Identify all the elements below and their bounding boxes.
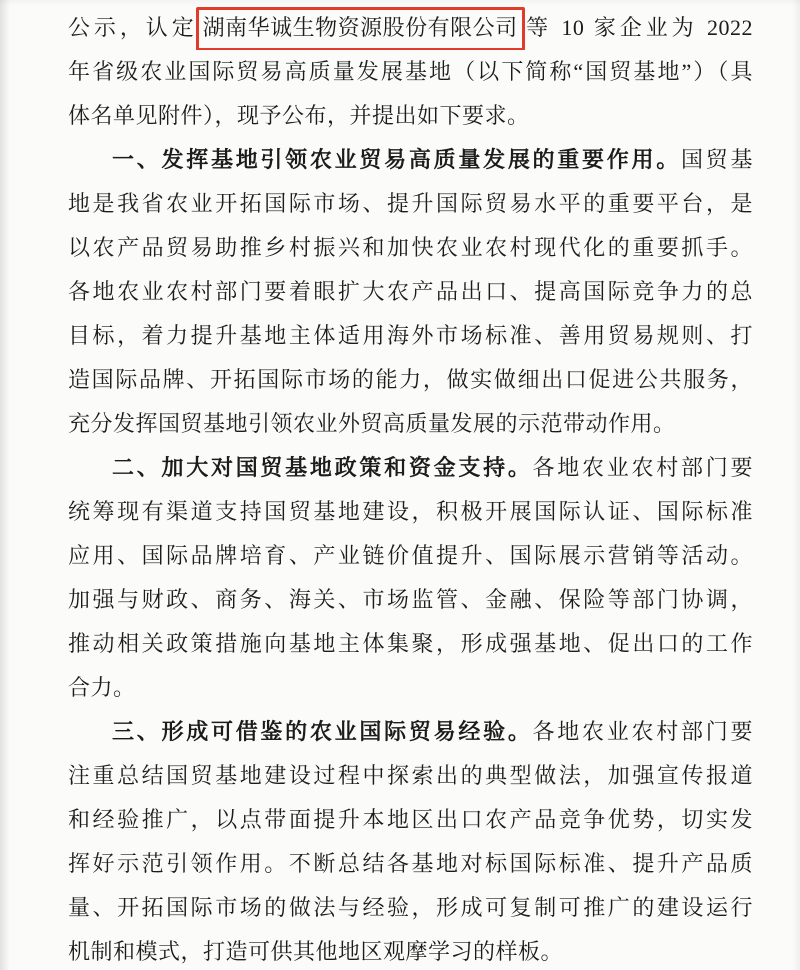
section2-line3-text: 应用、国际品牌培育、产业链价值提升、国际展示营销等活动。 bbox=[68, 543, 753, 568]
section3-line6-text: 机制和模式，打造可供其他地区观摩学习的样板。 bbox=[68, 939, 564, 964]
text-line-intro-3 bbox=[68, 94, 753, 138]
text-line-section3-2 bbox=[68, 754, 753, 798]
section1-line7-text: 充分发挥国贸基地引领农业外贸高质量发展的示范带动作用。 bbox=[68, 411, 676, 436]
intro-line1-post: 等 10 家企业为 2022 bbox=[522, 15, 753, 40]
section1-line4-text: 各地农业农村部门要着眼扩大农产品出口、提高国际竞争力的总 bbox=[68, 279, 753, 304]
section3-line4-text: 挥好示范引领作用。不断总结各基地对标国际标准、提升产品质 bbox=[68, 851, 753, 876]
intro-line3-text: 体名单见附件），现予公布，并提出如下要求。 bbox=[68, 103, 530, 128]
intro-line1-pre: 公示，认定 bbox=[68, 15, 198, 40]
text-line-section3-heading bbox=[68, 710, 753, 754]
text-line-section1-7 bbox=[68, 402, 753, 446]
text-line-section1-6 bbox=[68, 358, 753, 402]
highlight-box-company-name: 湖南华诚生物资源股份有限公司 bbox=[196, 7, 525, 50]
section1-line3-text: 以农产品贸易助推乡村振兴和加快农业农村现代化的重要抓手。 bbox=[68, 235, 753, 260]
text-line-section1-3 bbox=[68, 226, 753, 270]
text-line-section2-5 bbox=[68, 622, 753, 666]
section3-line3-text: 和经验推广，以点带面提升本地区出口农产品竞争优势，切实发 bbox=[68, 807, 753, 832]
text-line-section2-3 bbox=[68, 534, 753, 578]
text-line-section3-3 bbox=[68, 798, 753, 842]
section1-line6-text: 造国际品牌、开拓国际市场的能力，做实做细出口促进公共服务， bbox=[68, 367, 753, 392]
section2-heading-rest: 各地农业农村部门要 bbox=[532, 455, 753, 480]
text-line-section2-6 bbox=[68, 666, 753, 710]
section3-heading-rest: 各地农业农村部门要 bbox=[532, 719, 753, 744]
section3-line2-text: 注重总结国贸基地建设过程中探索出的典型做法，加强宣传报道 bbox=[68, 763, 753, 788]
text-line-intro-2 bbox=[68, 50, 753, 94]
section3-heading: 三、形成可借鉴的农业国际贸易经验。 bbox=[112, 719, 533, 744]
section2-line5-text: 推动相关政策措施向基地主体集聚，形成强基地、促出口的工作 bbox=[68, 631, 753, 656]
section2-line6-text: 合力。 bbox=[68, 675, 136, 700]
text-line-section1-2 bbox=[68, 182, 753, 226]
text-line-section3-6 bbox=[68, 930, 753, 970]
section3-line5-text: 量、开拓国际市场的做法与经验，形成可复制可推广的建设运行 bbox=[68, 895, 753, 920]
section2-line4-text: 加强与财政、商务、海关、市场监管、金融、保险等部门协调， bbox=[68, 587, 753, 612]
section1-heading: 一、发挥基地引领农业贸易高质量发展的重要作用。 bbox=[112, 147, 681, 172]
text-line-section1-4 bbox=[68, 270, 753, 314]
section2-line2-text: 统筹现有渠道支持国贸基地建设，积极开展国际认证、国际标准 bbox=[68, 499, 753, 524]
text-line-section1-5 bbox=[68, 314, 753, 358]
text-line-section3-4 bbox=[68, 842, 753, 886]
text-line-section3-5 bbox=[68, 886, 753, 930]
text-line-section2-2 bbox=[68, 490, 753, 534]
section2-heading: 二、加大对国贸基地政策和资金支持。 bbox=[112, 455, 533, 480]
text-line-section2-4 bbox=[68, 578, 753, 622]
intro-line2-text: 年省级农业国际贸易高质量发展基地（以下简称“国贸基地”）（具 bbox=[68, 59, 753, 84]
section1-heading-rest: 国贸基 bbox=[681, 147, 753, 172]
section1-line5-text: 目标，着力提升基地主体适用海外市场标准、善用贸易规则、打 bbox=[68, 323, 753, 348]
text-line-intro-1 bbox=[68, 6, 753, 50]
section1-line2-text: 地是我省农业开拓国际市场、提升国际贸易水平的重要平台，是 bbox=[68, 191, 753, 216]
text-line-section2-heading bbox=[68, 446, 753, 490]
text-line-section1-heading bbox=[68, 138, 753, 182]
